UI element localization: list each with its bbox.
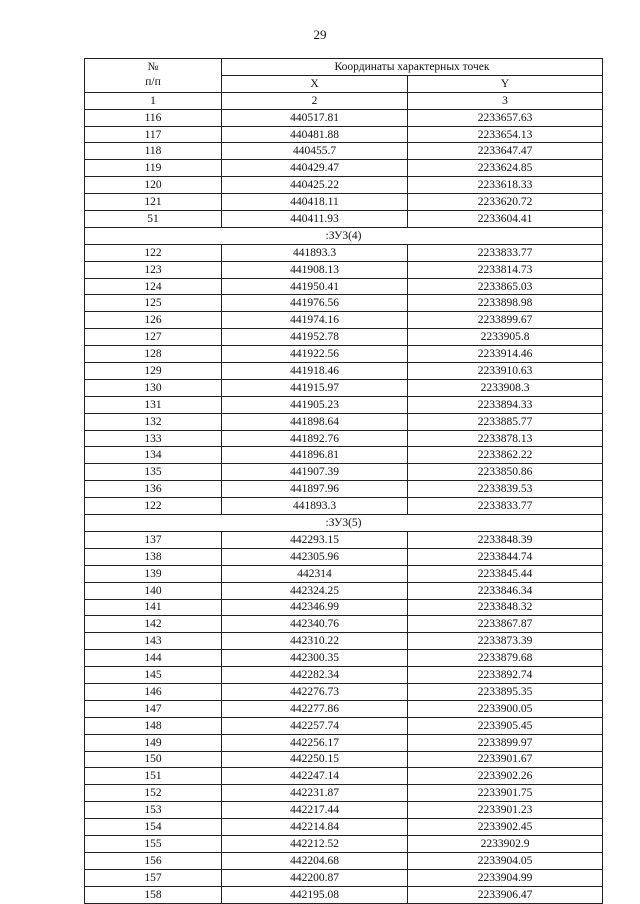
coord-x: 442305.96 (222, 548, 408, 565)
table-row (85, 599, 603, 616)
coord-x: 441896.81 (222, 447, 408, 464)
coord-x: 441893.3 (222, 498, 408, 515)
coord-x: 441952.78 (222, 329, 408, 346)
coord-x: 441905.23 (222, 396, 408, 413)
point-number: 128 (85, 346, 222, 363)
point-number: 158 (85, 886, 222, 903)
coord-x: 440429.47 (222, 160, 408, 177)
coord-y: 2233624.85 (408, 160, 603, 177)
table-row (85, 244, 603, 261)
table-row (85, 363, 603, 380)
coord-x: 440517.81 (222, 109, 408, 126)
table-row (85, 312, 603, 329)
coord-x: 442217.44 (222, 802, 408, 819)
coord-x: 441922.56 (222, 346, 408, 363)
coord-y: 2233873.39 (408, 633, 603, 650)
coord-x: 441907.39 (222, 464, 408, 481)
point-number: 143 (85, 633, 222, 650)
table-row (85, 633, 603, 650)
coord-y: 2233833.77 (408, 498, 603, 515)
table-row (85, 548, 603, 565)
coord-x: 442276.73 (222, 683, 408, 700)
coord-x: 442300.35 (222, 650, 408, 667)
table-row (85, 143, 603, 160)
table-row (85, 717, 603, 734)
point-number: 117 (85, 126, 222, 143)
table-row (85, 126, 603, 143)
table-row (85, 819, 603, 836)
point-number: 122 (85, 244, 222, 261)
section-title-zu3-5: :ЗУ3(5) (85, 515, 603, 532)
coord-x: 441918.46 (222, 363, 408, 380)
point-number: 148 (85, 717, 222, 734)
table-row (85, 565, 603, 582)
point-number: 157 (85, 869, 222, 886)
header-col-index-3: 3 (408, 92, 603, 109)
table-row (85, 211, 603, 228)
coord-x: 440411.93 (222, 211, 408, 228)
coord-x: 442250.15 (222, 751, 408, 768)
table-row (85, 650, 603, 667)
coord-x: 441893.3 (222, 244, 408, 261)
point-number: 155 (85, 835, 222, 852)
point-number: 123 (85, 261, 222, 278)
table-row (85, 194, 603, 211)
point-number: 147 (85, 700, 222, 717)
table-row (85, 886, 603, 903)
point-number: 119 (85, 160, 222, 177)
table-header (85, 59, 603, 110)
table-row (85, 447, 603, 464)
coord-y: 2233654.13 (408, 126, 603, 143)
coord-x: 440455.7 (222, 143, 408, 160)
point-number: 122 (85, 498, 222, 515)
table-row (85, 802, 603, 819)
rows-group-a (85, 109, 603, 227)
coord-x: 442247.14 (222, 768, 408, 785)
point-number: 135 (85, 464, 222, 481)
section-title-zu3-4: :ЗУ3(4) (85, 227, 603, 244)
point-number: 153 (85, 802, 222, 819)
coord-y: 2233905.8 (408, 329, 603, 346)
coord-y: 2233905.45 (408, 717, 603, 734)
table-row (85, 379, 603, 396)
point-number: 116 (85, 109, 222, 126)
point-number: 138 (85, 548, 222, 565)
coord-x: 442257.74 (222, 717, 408, 734)
coord-x: 441898.64 (222, 413, 408, 430)
coord-y: 2233865.03 (408, 278, 603, 295)
point-number: 139 (85, 565, 222, 582)
coord-y: 2233908.3 (408, 379, 603, 396)
header-x: X (222, 75, 408, 92)
coord-x: 441974.16 (222, 312, 408, 329)
coord-x: 441908.13 (222, 261, 408, 278)
point-number: 125 (85, 295, 222, 312)
table-row (85, 329, 603, 346)
coord-x: 442310.22 (222, 633, 408, 650)
point-number: 129 (85, 363, 222, 380)
header-col-index-1: 1 (85, 92, 222, 109)
point-number: 132 (85, 413, 222, 430)
table-row (85, 278, 603, 295)
coord-y: 2233846.34 (408, 582, 603, 599)
header-number-abbrev: п/п (145, 76, 161, 89)
coord-x: 440418.11 (222, 194, 408, 211)
rows-group-b (85, 244, 603, 514)
point-number: 121 (85, 194, 222, 211)
coord-y: 2233604.41 (408, 211, 603, 228)
point-number: 145 (85, 667, 222, 684)
point-number: 124 (85, 278, 222, 295)
table-row (85, 413, 603, 430)
coord-y: 2233910.63 (408, 363, 603, 380)
coord-y: 2233901.67 (408, 751, 603, 768)
coord-y: 2233848.32 (408, 599, 603, 616)
coord-y: 2233867.87 (408, 616, 603, 633)
coord-x: 442214.84 (222, 819, 408, 836)
point-number: 133 (85, 430, 222, 447)
point-number: 152 (85, 785, 222, 802)
coord-y: 2233850.86 (408, 464, 603, 481)
point-number: 127 (85, 329, 222, 346)
point-number: 131 (85, 396, 222, 413)
table-row (85, 835, 603, 852)
coord-y: 2233879.68 (408, 650, 603, 667)
coord-x: 442314 (222, 565, 408, 582)
coordinates-table (84, 58, 603, 904)
coord-y: 2233901.75 (408, 785, 603, 802)
coord-x: 442195.08 (222, 886, 408, 903)
coord-y: 2233845.44 (408, 565, 603, 582)
table-row (85, 261, 603, 278)
point-number: 118 (85, 143, 222, 160)
coord-y: 2233895.35 (408, 683, 603, 700)
point-number: 51 (85, 211, 222, 228)
coord-x: 442282.34 (222, 667, 408, 684)
point-number: 144 (85, 650, 222, 667)
point-number: 136 (85, 481, 222, 498)
coord-x: 442200.87 (222, 869, 408, 886)
section-b-header (85, 227, 603, 244)
coord-x: 442231.87 (222, 785, 408, 802)
rows-group-c (85, 531, 603, 903)
table-row (85, 700, 603, 717)
coord-x: 442293.15 (222, 531, 408, 548)
coord-y: 2233848.39 (408, 531, 603, 548)
coord-y: 2233906.47 (408, 886, 603, 903)
point-number: 141 (85, 599, 222, 616)
header-coords-title: Координаты характерных точек (222, 59, 603, 76)
coord-y: 2233902.45 (408, 819, 603, 836)
coord-y: 2233833.77 (408, 244, 603, 261)
coord-x: 441892.76 (222, 430, 408, 447)
table-row (85, 683, 603, 700)
coord-y: 2233914.46 (408, 346, 603, 363)
table-row (85, 295, 603, 312)
coord-y: 2233900.05 (408, 700, 603, 717)
coord-y: 2233899.67 (408, 312, 603, 329)
coord-y: 2233904.99 (408, 869, 603, 886)
coord-x: 442212.52 (222, 835, 408, 852)
point-number: 130 (85, 379, 222, 396)
point-number: 120 (85, 177, 222, 194)
header-number-cell (85, 59, 222, 93)
coord-y: 2233902.26 (408, 768, 603, 785)
coord-x: 442204.68 (222, 852, 408, 869)
table-row (85, 160, 603, 177)
table-row (85, 616, 603, 633)
coord-y: 2233902.9 (408, 835, 603, 852)
coord-x: 440481.88 (222, 126, 408, 143)
point-number: 154 (85, 819, 222, 836)
table-row (85, 396, 603, 413)
section-c-header (85, 515, 603, 532)
coord-x: 441950.41 (222, 278, 408, 295)
coord-x: 440425.22 (222, 177, 408, 194)
page-number: 29 (313, 27, 327, 42)
coord-y: 2233814.73 (408, 261, 603, 278)
point-number: 142 (85, 616, 222, 633)
coord-x: 441976.56 (222, 295, 408, 312)
coord-y: 2233839.53 (408, 481, 603, 498)
header-y: Y (408, 75, 603, 92)
coord-y: 2233885.77 (408, 413, 603, 430)
table-row (85, 498, 603, 515)
table-row (85, 869, 603, 886)
table-row (85, 582, 603, 599)
header-number-symbol: № (147, 61, 159, 74)
table-row (85, 531, 603, 548)
coord-y: 2233892.74 (408, 667, 603, 684)
table-row (85, 667, 603, 684)
point-number: 140 (85, 582, 222, 599)
table-row (85, 768, 603, 785)
coord-x: 442346.99 (222, 599, 408, 616)
coord-y: 2233862.22 (408, 447, 603, 464)
coord-y: 2233878.13 (408, 430, 603, 447)
table-row (85, 481, 603, 498)
point-number: 156 (85, 852, 222, 869)
coord-y: 2233894.33 (408, 396, 603, 413)
table-row (85, 430, 603, 447)
coord-y: 2233899.97 (408, 734, 603, 751)
table-row (85, 109, 603, 126)
coord-x: 441897.96 (222, 481, 408, 498)
coord-y: 2233898.98 (408, 295, 603, 312)
point-number: 150 (85, 751, 222, 768)
coord-y: 2233618.33 (408, 177, 603, 194)
table-row (85, 177, 603, 194)
point-number: 149 (85, 734, 222, 751)
table-row (85, 734, 603, 751)
coord-y: 2233657.63 (408, 109, 603, 126)
coord-x: 442277.86 (222, 700, 408, 717)
point-number: 137 (85, 531, 222, 548)
table-row (85, 785, 603, 802)
point-number: 151 (85, 768, 222, 785)
coord-x: 442256.17 (222, 734, 408, 751)
table-row (85, 751, 603, 768)
coord-y: 2233901.23 (408, 802, 603, 819)
point-number: 126 (85, 312, 222, 329)
point-number: 134 (85, 447, 222, 464)
coord-x: 442340.76 (222, 616, 408, 633)
table-row (85, 852, 603, 869)
table-row (85, 464, 603, 481)
coord-y: 2233844.74 (408, 548, 603, 565)
header-col-index-2: 2 (222, 92, 408, 109)
coord-x: 441915.97 (222, 379, 408, 396)
coord-y: 2233620.72 (408, 194, 603, 211)
point-number: 146 (85, 683, 222, 700)
coord-y: 2233647.47 (408, 143, 603, 160)
coord-x: 442324.25 (222, 582, 408, 599)
table-row (85, 346, 603, 363)
coord-y: 2233904.05 (408, 852, 603, 869)
